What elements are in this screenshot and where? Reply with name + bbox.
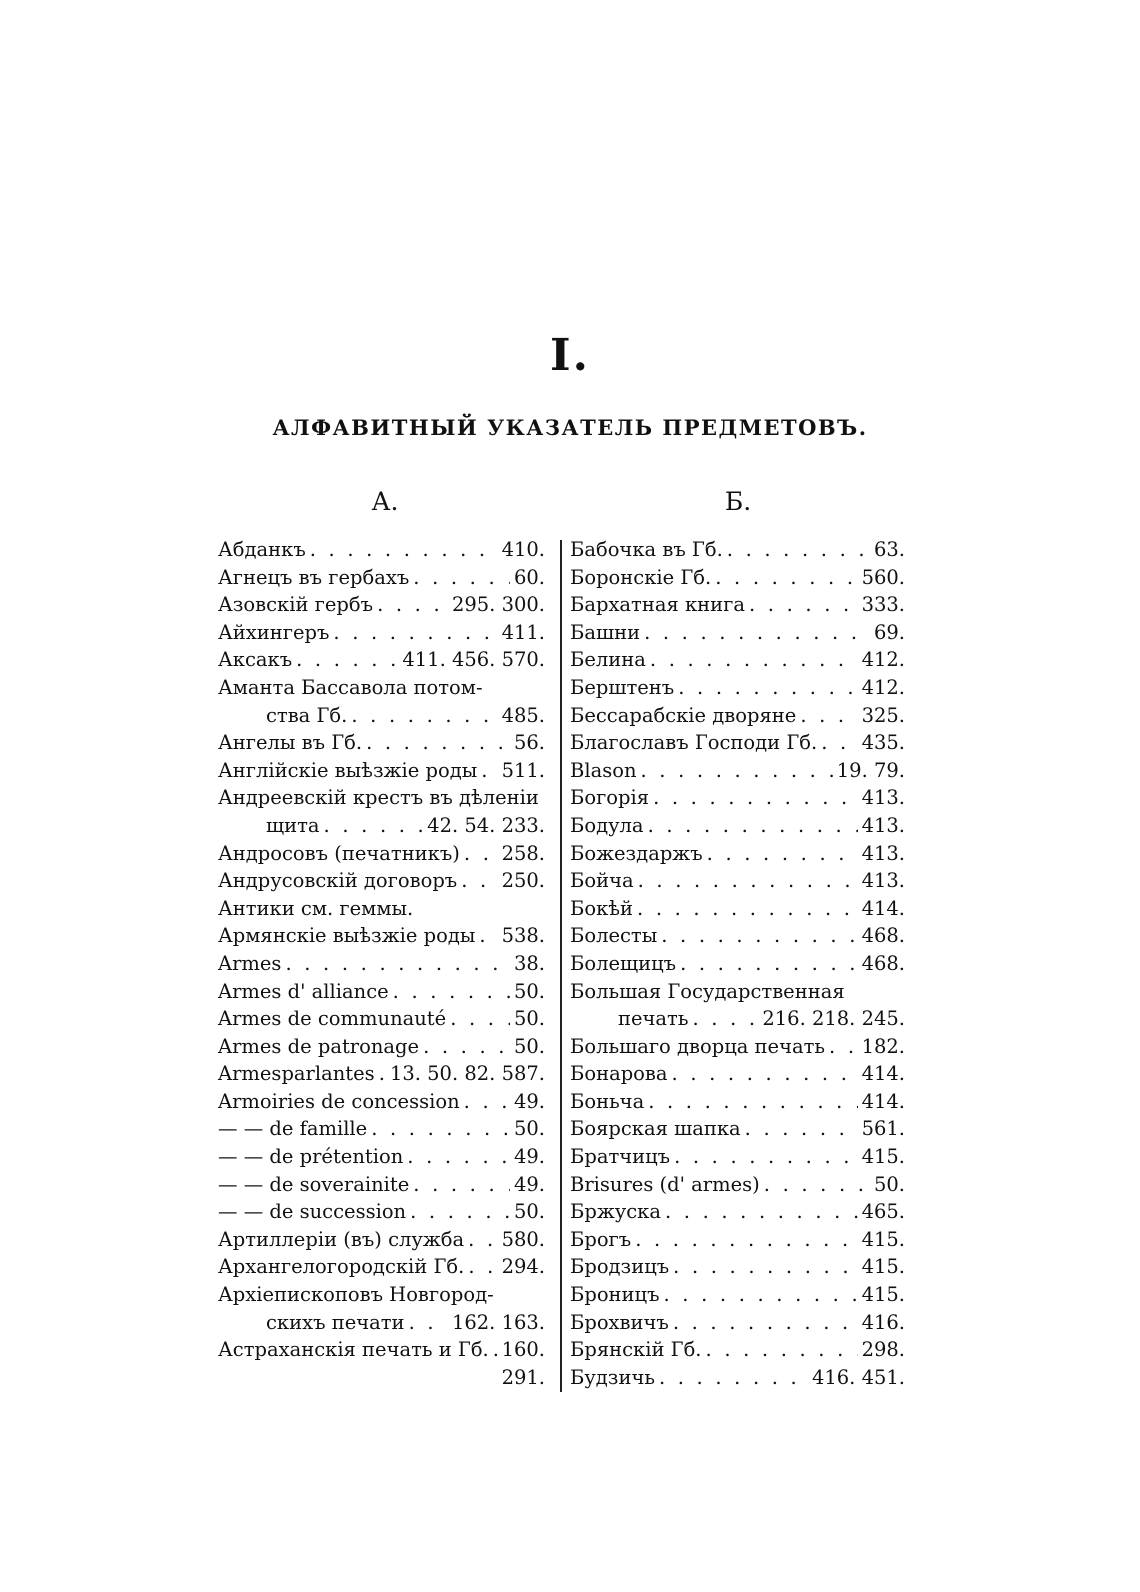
entry-page-numbers: 50. [513, 979, 545, 1003]
entry-term: Астраханскія печать и Гб. [218, 1338, 489, 1362]
leader-dots [409, 1309, 448, 1337]
entry-page-numbers: 42. 54. 233. [427, 813, 545, 837]
entry-term: Братчицъ [570, 1145, 671, 1169]
entry-page-numbers: 325. [861, 703, 905, 727]
index-column-right [570, 536, 905, 1391]
entry-page-numbers: 13. 50. 82. 587. [389, 1062, 545, 1086]
index-entry [570, 1033, 905, 1061]
entry-term: Богорія [570, 786, 650, 810]
entry-page-numbers: 414. [861, 896, 905, 920]
index-entry [570, 674, 905, 702]
index-entry [570, 922, 905, 950]
leader-dots [727, 536, 870, 564]
leader-dots [672, 1060, 858, 1088]
leader-dots [821, 729, 857, 757]
entry-term: Агнецъ въ гербахъ [218, 565, 410, 589]
entry-term: Бойча [570, 869, 634, 893]
entry-page-numbers: 333. [861, 593, 905, 617]
index-entry [218, 1171, 545, 1199]
leader-dots [673, 1309, 858, 1337]
entry-term: Броницъ [570, 1283, 660, 1307]
entry-term: Бржуска [570, 1200, 661, 1224]
leader-dots [800, 702, 857, 730]
entry-page-numbers: 435. [861, 731, 905, 755]
index-entry [570, 950, 905, 978]
entry-page-numbers: 561. [861, 1117, 905, 1141]
entry-page-numbers: 50. [513, 1007, 545, 1031]
index-entry [570, 1309, 905, 1337]
index-entry [570, 1088, 905, 1116]
entry-page-numbers: 415. [861, 1145, 905, 1169]
entry-term: Аманта Бассавола потом- [218, 675, 483, 699]
entry-page-numbers: 182. [861, 1034, 905, 1058]
entry-page-numbers: 413. [861, 869, 905, 893]
index-entry [218, 1143, 545, 1171]
index-entry [218, 1005, 545, 1033]
leader-dots [673, 1253, 857, 1281]
index-entry [218, 840, 545, 868]
entry-term: — — de succession [218, 1200, 407, 1224]
entry-term: Blason [570, 758, 637, 782]
entry-term: Андреевскій крестъ въ дѣленіи [218, 786, 539, 810]
entry-page-numbers: 63. [873, 538, 905, 561]
entry-term: Артиллеріи (въ) служба [218, 1227, 465, 1251]
entry-term: Бонарова [570, 1062, 668, 1086]
entry-term: Brisures (d' armes) [570, 1172, 760, 1196]
entry-page-numbers: 298. [861, 1338, 905, 1362]
leader-dots [379, 1060, 386, 1088]
leader-dots [393, 978, 510, 1006]
entry-term: Армянскіе выѣзжіе роды [218, 924, 476, 948]
entry-page-numbers: 38. [513, 951, 545, 975]
entry-page-numbers: 49. [513, 1089, 545, 1113]
entry-term: Бархатная книга [570, 593, 745, 617]
entry-term: Абданкъ [218, 538, 306, 561]
index-entry [218, 536, 545, 564]
entry-term: Будзичь [570, 1365, 655, 1389]
entry-term: Armes de communauté [218, 1007, 447, 1031]
index-entry [218, 757, 545, 785]
leader-dots [481, 757, 497, 785]
leader-dots [461, 867, 497, 895]
entry-term: Ангелы въ Гб. [218, 731, 363, 755]
entry-page-numbers: 56. [513, 731, 545, 755]
index-entry [570, 702, 905, 730]
entry-page-numbers: 413. [861, 841, 905, 865]
entry-page-numbers: 162. 163. [451, 1310, 545, 1334]
entry-term: Бокѣй [570, 896, 634, 920]
entry-term: Андрусовскій договоръ [218, 869, 458, 893]
leader-dots [464, 840, 498, 868]
index-entry [218, 674, 545, 702]
leader-dots [764, 1171, 870, 1199]
index-entry [218, 591, 545, 619]
entry-page-numbers: 468. [861, 924, 905, 948]
column-divider [560, 540, 562, 1392]
index-entry [570, 895, 905, 923]
index-entry [218, 1088, 545, 1116]
entry-term: Англійскіе выѣзжіе роды [218, 758, 478, 782]
entry-page-numbers: 468. [861, 951, 905, 975]
entry-term: Боньча [570, 1089, 645, 1113]
index-entry [570, 812, 905, 840]
leader-dots [644, 619, 870, 647]
entry-page-numbers: 250. [501, 869, 545, 893]
entry-term: печать [618, 1007, 689, 1031]
entry-page-numbers: 50. [513, 1200, 545, 1224]
entry-page-numbers: 294. [501, 1255, 545, 1279]
entry-term: Брянскій Гб. [570, 1338, 702, 1362]
index-entry [570, 1143, 905, 1171]
entry-page-numbers: 511. [501, 758, 545, 782]
entry-term: Антики см. геммы. [218, 896, 414, 920]
entry-term: скихъ печати [266, 1310, 405, 1334]
entry-page-numbers: 416. [861, 1310, 905, 1334]
entry-page-numbers: 415. [861, 1283, 905, 1307]
entry-term: Аксакъ [218, 648, 293, 672]
entry-term: Armes de patronage [218, 1034, 420, 1058]
index-entry [570, 619, 905, 647]
index-entry [570, 978, 905, 1006]
index-entry [218, 646, 545, 674]
leader-dots [635, 1226, 857, 1254]
leader-dots [653, 784, 858, 812]
leader-dots [638, 867, 858, 895]
entry-page-numbers: 415. [861, 1227, 905, 1251]
index-entry [218, 1281, 545, 1309]
entry-page-numbers: 416. 451. [811, 1365, 905, 1389]
entry-term: Башни [570, 620, 641, 644]
leader-dots [745, 1115, 858, 1143]
leader-dots [479, 922, 497, 950]
entry-page-numbers: 19. 79. [836, 758, 905, 782]
leader-dots [285, 950, 510, 978]
index-entry [218, 1336, 545, 1364]
index-entry [570, 536, 905, 564]
leader-dots [706, 1336, 858, 1364]
entry-term: Armoiries de concession [218, 1089, 460, 1113]
leader-dots [648, 812, 858, 840]
index-entry [570, 1336, 905, 1364]
page-title: АЛФАВИТНЫЙ УКАЗАТЕЛЬ ПРЕДМЕТОВЪ. [272, 415, 868, 440]
index-entry [570, 1198, 905, 1226]
leader-dots [648, 1088, 857, 1116]
index-entry [570, 757, 905, 785]
entry-page-numbers: 49. [513, 1145, 545, 1169]
index-entry [570, 1253, 905, 1281]
entry-term: щита [266, 813, 320, 837]
letter-heading-b: Б. [724, 487, 752, 516]
index-entry [218, 1364, 545, 1392]
index-entry [218, 1253, 545, 1281]
leader-dots [468, 1226, 497, 1254]
entry-page-numbers: 50. [873, 1172, 905, 1196]
entry-page-numbers: 50. [513, 1117, 545, 1141]
leader-dots [413, 564, 510, 592]
entry-term: Большаго дворца печать [570, 1034, 826, 1058]
entry-term: Брогъ [570, 1227, 632, 1251]
entry-page-numbers: 560. [861, 565, 905, 589]
leader-dots [715, 564, 857, 592]
leader-dots [650, 646, 858, 674]
entry-page-numbers: 60. [513, 565, 545, 589]
entry-term: Большая Государственная [570, 979, 845, 1003]
entry-page-numbers: 216. 218. 245. [762, 1007, 905, 1031]
leader-dots [641, 757, 833, 785]
leader-dots [493, 1336, 498, 1364]
index-entry [218, 950, 545, 978]
leader-dots [637, 895, 858, 923]
index-entry [570, 1060, 905, 1088]
index-entry [570, 1005, 905, 1033]
index-entry [570, 840, 905, 868]
entry-page-numbers: 412. [861, 648, 905, 672]
entry-page-numbers: 580. [501, 1227, 545, 1251]
entry-page-numbers: 412. [861, 675, 905, 699]
index-entry [570, 729, 905, 757]
entry-term: ства Гб. [266, 703, 348, 727]
entry-term: Андросовъ (печатникъ) [218, 841, 460, 865]
leader-dots [371, 1115, 510, 1143]
leader-dots [749, 591, 858, 619]
leader-dots [707, 840, 858, 868]
entry-page-numbers: 414. [861, 1062, 905, 1086]
index-entry [218, 702, 545, 730]
index-entry [218, 978, 545, 1006]
leader-dots [450, 1005, 510, 1033]
leader-dots [829, 1033, 858, 1061]
entry-term: Бессарабскіе дворяне [570, 703, 797, 727]
leader-dots [413, 1171, 510, 1199]
leader-dots [678, 674, 857, 702]
entry-term: — — de soverainite [218, 1172, 410, 1196]
leader-dots [423, 1033, 510, 1061]
entry-page-numbers: 410. [501, 538, 545, 561]
entry-page-numbers: 291. [501, 1365, 545, 1389]
entry-page-numbers: 485. [501, 703, 545, 727]
entry-page-numbers: 258. [501, 841, 545, 865]
letter-heading-a: А. [371, 487, 399, 516]
entry-page-numbers: 69. [873, 620, 905, 644]
leader-dots [680, 950, 858, 978]
index-entry [570, 1364, 905, 1392]
index-entry [218, 729, 545, 757]
index-entry [218, 784, 545, 812]
entry-term: Благославъ Господи Гб. [570, 731, 818, 755]
index-entry [570, 1115, 905, 1143]
leader-dots [366, 729, 510, 757]
entry-term: Болещицъ [570, 951, 677, 975]
leader-dots [296, 646, 398, 674]
entry-term: Брохвичъ [570, 1310, 669, 1334]
entry-term: Азовскій гербъ [218, 593, 374, 617]
entry-term: Божездаржъ [570, 841, 703, 865]
leader-dots [377, 591, 448, 619]
entry-page-numbers: 50. [513, 1034, 545, 1058]
index-entry [218, 867, 545, 895]
entry-page-numbers: 411. [501, 620, 545, 644]
entry-term: Архангелогородскій Гб. [218, 1255, 465, 1279]
index-entry [218, 895, 545, 923]
entry-page-numbers: 49. [513, 1172, 545, 1196]
entry-term: Боярская шапка [570, 1117, 741, 1141]
leader-dots [659, 1364, 808, 1392]
index-entry [570, 591, 905, 619]
leader-dots [661, 922, 857, 950]
leader-dots [310, 536, 498, 564]
leader-dots [410, 1198, 510, 1226]
entry-term: Бабочка въ Гб. [570, 538, 723, 561]
index-entry [218, 812, 545, 840]
entry-page-numbers: 411. 456. 570. [402, 648, 545, 672]
entry-term: Архіепископовъ Новгород- [218, 1283, 494, 1307]
index-entry [570, 1226, 905, 1254]
leader-dots [351, 702, 497, 730]
entry-term: Armes [218, 951, 282, 975]
entry-term: Айхингеръ [218, 620, 330, 644]
leader-dots [407, 1143, 510, 1171]
index-entry [218, 1198, 545, 1226]
entry-page-numbers: 415. [861, 1255, 905, 1279]
index-entry [570, 1171, 905, 1199]
index-entry [218, 1060, 545, 1088]
index-entry [218, 619, 545, 647]
entry-term: Болесты [570, 924, 658, 948]
index-entry [218, 1115, 545, 1143]
leader-dots [664, 1281, 858, 1309]
index-column-left [218, 536, 545, 1391]
index-entry [218, 922, 545, 950]
index-entry [570, 784, 905, 812]
entry-term: Белина [570, 648, 646, 672]
index-entry [218, 1033, 545, 1061]
entry-page-numbers: 160. [501, 1338, 545, 1362]
entry-page-numbers: 465. [861, 1200, 905, 1224]
leader-dots [665, 1198, 858, 1226]
entry-page-numbers: 413. [861, 813, 905, 837]
leader-dots [464, 1088, 510, 1116]
entry-term: Armesparlantes [218, 1062, 375, 1086]
entry-term: — — de famille [218, 1117, 368, 1141]
index-entry [570, 867, 905, 895]
entry-term: Бродзицъ [570, 1255, 670, 1279]
leader-dots [333, 619, 497, 647]
entry-term: Боронскіе Гб. [570, 565, 712, 589]
entry-page-numbers: 413. [861, 786, 905, 810]
index-entry [570, 564, 905, 592]
entry-page-numbers: 538. [501, 924, 545, 948]
leader-dots [692, 1005, 758, 1033]
entry-page-numbers: 295. 300. [451, 593, 545, 617]
entry-term: Бодула [570, 813, 644, 837]
entry-term: — — de prétention [218, 1145, 404, 1169]
index-entry [218, 1309, 545, 1337]
leader-dots [674, 1143, 858, 1171]
index-entry [218, 1226, 545, 1254]
entry-term: Берштенъ [570, 675, 675, 699]
section-roman-numeral: I. [550, 330, 590, 381]
entry-page-numbers: 414. [861, 1089, 905, 1113]
index-entry [570, 646, 905, 674]
entry-term: Armes d' alliance [218, 979, 389, 1003]
index-entry [218, 564, 545, 592]
leader-dots [324, 812, 424, 840]
index-entry [570, 1281, 905, 1309]
leader-dots [468, 1253, 497, 1281]
